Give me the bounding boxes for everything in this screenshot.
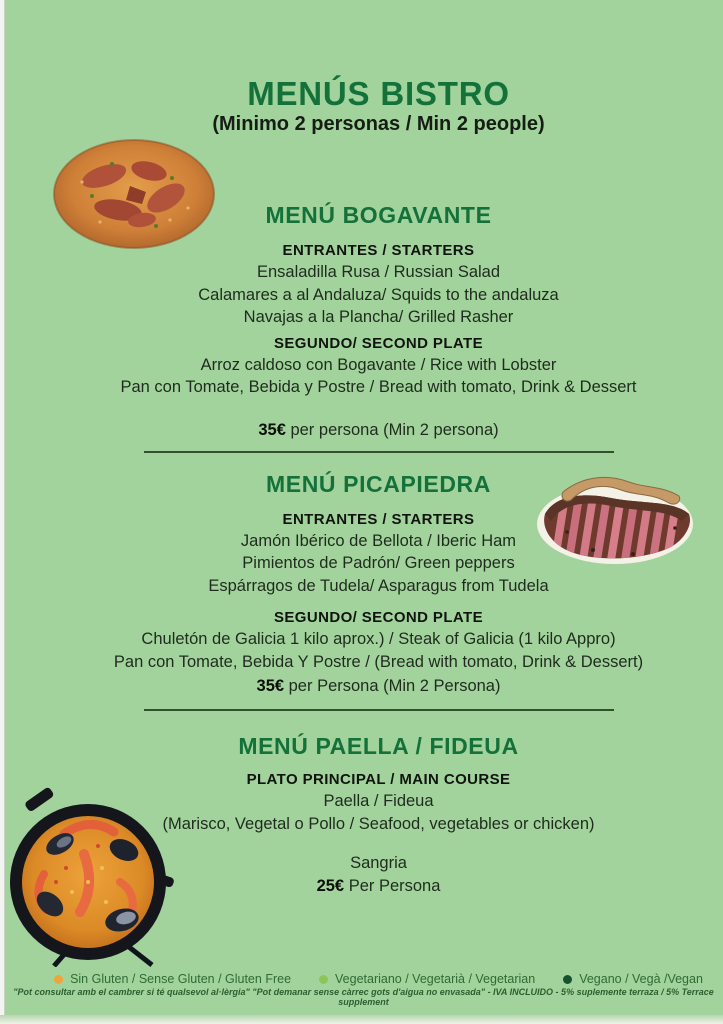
legend-item-vegetarian [319, 972, 535, 986]
page-left-margin [0, 0, 5, 1024]
menu-item: Arroz caldoso con Bogavante / Rice with Lobster [200, 355, 557, 374]
menu-item: Ensaladilla Rusa / Russian Salad [256, 263, 501, 281]
menu-section-bogavante [34, 202, 723, 453]
price-amount: 35€ [258, 420, 286, 439]
price-line [34, 675, 723, 697]
legend-label: Vegano / Vegà /Vegan [579, 972, 703, 986]
menu-item: Pan con Tomate, Bebida y Postre / Bread with tomato, Drink & Dessert [120, 378, 637, 396]
menu-item-drink: Sangria [350, 854, 407, 872]
menu-section-paella [34, 733, 723, 897]
vegan-dot-icon [563, 975, 572, 984]
dietary-legend [34, 972, 723, 986]
price-text: Per Persona [344, 876, 441, 895]
page-subtitle: (Minimo 2 personas / Min 2 people) [212, 113, 545, 135]
course-heading: ENTRANTES / STARTERS [282, 242, 475, 259]
menu-item: Jamón Ibérico de Bellota / Iberic Ham [240, 531, 517, 550]
page-title: MENÚS BISTRO [247, 75, 510, 112]
menu-title: MENÚ BOGAVANTE [265, 202, 492, 228]
course-heading: PLATO PRINCIPAL / MAIN COURSE [246, 771, 511, 788]
menu-title: MENÚ PICAPIEDRA [266, 470, 491, 497]
menu-item: Pimientos de Padrón/ Green peppers [242, 554, 515, 572]
menu-item: Pan con Tomate, Bebida Y Postre / (Bread with tomato, Drink & Dessert) [113, 652, 644, 671]
course-heading: SEGUNDO/ SECOND PLATE [274, 334, 483, 352]
gluten-free-dot-icon [54, 975, 63, 984]
course-heading: ENTRANTES / STARTERS [282, 510, 475, 528]
legend-label: Sin Gluten / Sense Gluten / Gluten Free [70, 972, 292, 986]
course-heading: SEGUNDO/ SECOND PLATE [274, 609, 483, 626]
price-amount: 25€ [316, 876, 345, 895]
menu-item: (Marisco, Vegetal o Pollo / Seafood, vegetables or chicken) [162, 814, 595, 833]
menu-section-picapiedra [34, 471, 723, 712]
section-divider [144, 451, 614, 453]
legend-label: Vegetariano / Vegetarià / Vegetarian [335, 972, 536, 986]
section-divider [144, 709, 614, 711]
price-text: per persona (Min 2 persona) [285, 420, 499, 439]
menu-item: Paella / Fideua [323, 792, 434, 810]
legend-item-gluten-free [54, 972, 291, 986]
footnote: "Pot consultar amb el cambrer si té qualsevol al·lèrgia" "Pot demanar sense càrrec gots d'aigua no envasada" - IVA INCLUIDO - 5% suplemente terraza / 5% Terrace supplement [13, 987, 714, 1007]
menu-item: Calamares a al Andaluza/ Squids to the andaluza [198, 285, 559, 304]
menu-item: Chuletón de Galicia 1 kilo aprox.) / Steak of Galicia (1 kilo Appro) [141, 630, 616, 648]
price-amount: 35€ [256, 677, 285, 695]
menu-title: MENÚ PAELLA / FIDEUA [238, 733, 519, 759]
legend-item-vegan [563, 972, 703, 986]
price-text: per Persona (Min 2 Persona) [284, 677, 501, 695]
price-line [34, 875, 723, 897]
price-line [34, 419, 723, 441]
menu-item: Espárragos de Tudela/ Asparagus from Tudela [208, 576, 549, 595]
page-bottom-margin [0, 1015, 723, 1024]
menu-item: Navajas a la Plancha/ Grilled Rasher [243, 308, 514, 326]
vegetarian-dot-icon [319, 975, 328, 984]
